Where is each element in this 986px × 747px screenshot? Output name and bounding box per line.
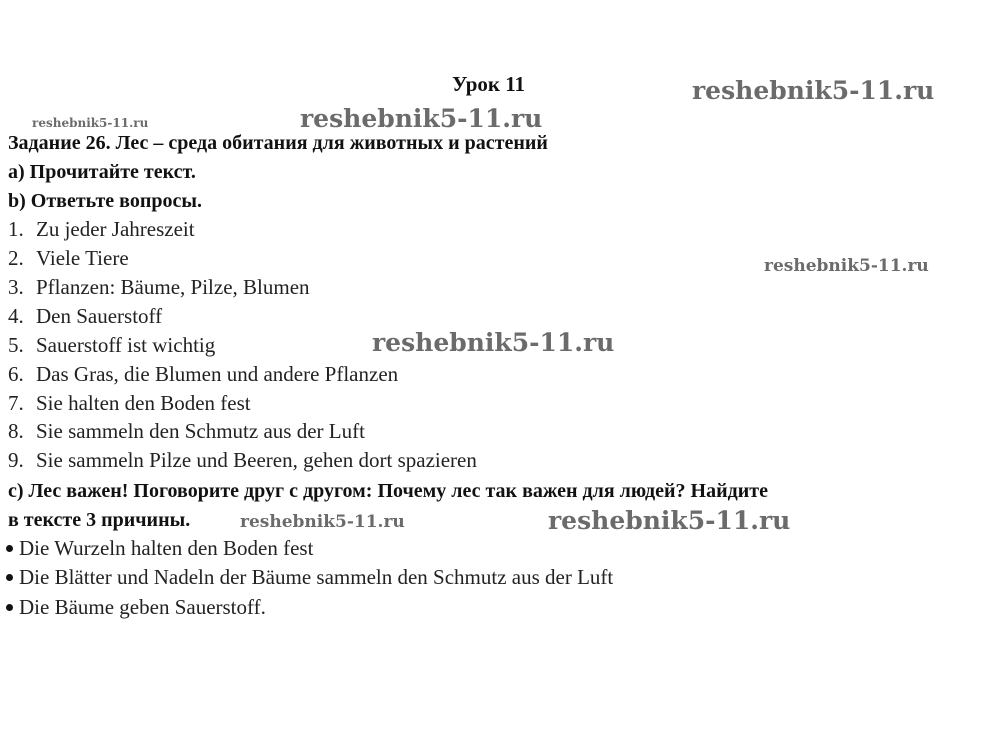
watermark: reshebnik5-11.ru (548, 506, 791, 535)
watermark: reshebnik5-11.ru (32, 116, 149, 130)
part-c-question: c) Лес важен! Поговорите друг с другом: Почему лес так важен для людей? Найдите (8, 480, 768, 502)
task-heading: Задание 26. Лес – среда обитания для животных и растений (8, 132, 548, 154)
answer-item (8, 335, 215, 356)
answer-text: Zu jeder Jahreszeit (36, 217, 195, 241)
answer-number: 3. (8, 275, 24, 299)
answer-item (8, 248, 129, 269)
answer-text: Pflanzen: Bäume, Pilze, Blumen (36, 275, 310, 299)
answer-item (8, 393, 251, 414)
answer-item (8, 277, 310, 298)
answer-text: Den Sauerstoff (36, 304, 163, 328)
answer-text: Das Gras, die Blumen und andere Pflanzen (36, 362, 399, 386)
reason-text: Die Blätter und Nadeln der Bäume sammeln den Schmutz aus der Luft (19, 565, 614, 589)
bullet-icon (6, 545, 13, 552)
part-c-question-continued: в тексте 3 причины. (8, 509, 191, 531)
answer-text: Sie halten den Boden fest (36, 391, 251, 415)
answer-text: Sie sammeln den Schmutz aus der Luft (36, 419, 365, 443)
answer-number: 1. (8, 217, 24, 241)
answer-number: 5. (8, 333, 24, 357)
answer-number: 4. (8, 304, 24, 328)
reason-text: Die Bäume geben Sauerstoff. (19, 595, 266, 619)
answer-number: 9. (8, 448, 24, 472)
watermark: reshebnik5-11.ru (240, 512, 405, 532)
part-a-instruction: a) Прочитайте текст. (8, 161, 196, 183)
answer-item (8, 364, 398, 385)
watermark: reshebnik5-11.ru (300, 104, 543, 133)
reason-item (6, 567, 613, 588)
answer-number: 7. (8, 391, 24, 415)
watermark: reshebnik5-11.ru (372, 328, 615, 357)
reason-item (6, 597, 266, 618)
answer-item (8, 306, 162, 327)
answer-text: Sie sammeln Pilze und Beeren, gehen dort spazieren (36, 448, 477, 472)
watermark: reshebnik5-11.ru (692, 76, 935, 105)
answer-item (8, 219, 195, 240)
part-b-instruction: b) Ответьте вопросы. (8, 190, 202, 212)
watermark: reshebnik5-11.ru (764, 256, 929, 276)
answer-item (8, 421, 365, 442)
answer-number: 8. (8, 419, 24, 443)
answer-number: 2. (8, 246, 24, 270)
bullet-icon (6, 604, 13, 611)
reason-item (6, 538, 313, 559)
answer-text: Viele Tiere (36, 246, 129, 270)
answer-item (8, 450, 477, 471)
lesson-title: Урок 11 (452, 72, 526, 96)
bullet-icon (6, 574, 13, 581)
answer-number: 6. (8, 362, 24, 386)
reason-text: Die Wurzeln halten den Boden fest (19, 536, 314, 560)
answer-text: Sauerstoff ist wichtig (36, 333, 216, 357)
